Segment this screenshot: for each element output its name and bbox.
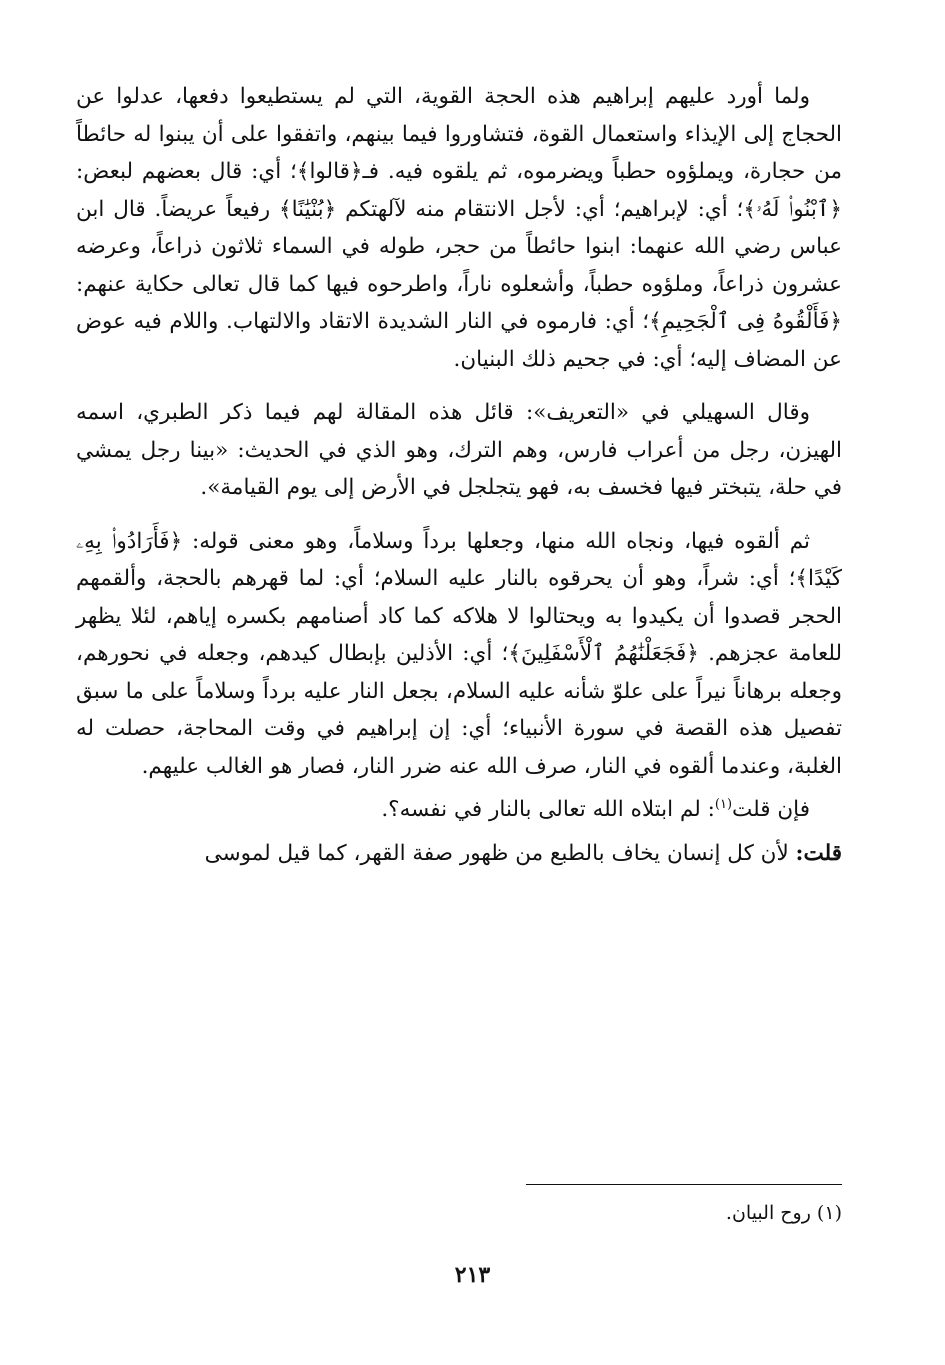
paragraph-3: ثم ألقوه فيها، ونجاه الله منها، وجعلها برداً وسلاماً، وهو معنى قوله: ﴿فَأَرَادُوا۟ بِهِۦ كَيْدًا﴾؛ أي: شراً، وهو أن يحرقوه بالنار عليه السلام؛ أي: لما قهرهم بالحجة، وألقمهم الحجر قصدوا أن يكيدوا به ويحتالوا لا هلاكه كما كاد أصنامهم بكسره إياهم، لئلا يظهر للعامة عجزهم. ﴿فَجَعَلْنَٰهُمُ ٱلْأَسْفَلِينَ﴾؛ أي: الأذلين بإبطال كيدهم، وجعله في نحورهم، وجعله برهاناً نيراً على علوّ شأنه عليه السلام، بجعل النار عليه برداً وسلاماً على ما سبق تفصيل هذه القصة في سورة الأنبياء؛ أي: إن إبراهيم في وقت المحاجة، حصلت له الغلبة، وعندما ألقوه في النار، صرف الله عنه ضرر النار، فصار هو الغالب عليهم. [76,528,842,779]
question-paragraph [76,791,842,829]
footnote-marker[interactable]: (١) [714,796,733,812]
answer-paragraph [76,835,842,873]
page-number: ٢١٣ [454,1262,491,1288]
question-lead: فإن قلت [732,797,810,822]
question-text: : لم ابتلاه الله تعالى بالنار في نفسه؟. [381,797,715,822]
footnote: (١) روح البيان. [725,1202,842,1224]
answer-lead: قلت: [795,840,842,866]
answer-text: لأن كل إنسان يخاف بالطبع من ظهور صفة القهر، كما قيل لموسى [204,840,796,866]
page-body [76,78,842,872]
paragraph-1: ولما أورد عليهم إبراهيم هذه الحجة القوية، التي لم يستطيعوا دفعها، عدلوا عن الحجاج إلى الإيذاء واستعمال القوة، فتشاوروا فيما بينهم، واتفقوا على أن يبنوا له حائطاً من حجارة، ويملؤوه حطباً ويضرموه، ثم يلقوه فيه. فـ﴿قالوا﴾؛ أي: قال بعضهم لبعض: ﴿ٱبْنُوا۟ لَهُۥ﴾؛ أي: لإبراهيم؛ أي: لأجل الانتقام منه لآلهتكم ﴿بُنْيَٰنًا﴾ رفيعاً عريضاً. قال ابن عباس رضي الله عنهما: ابنوا حائطاً من حجر، طوله في السماء ثلاثون ذراعاً، وعرضه عشرون ذراعاً، وملؤوه حطباً، وأشعلوه ناراً، واطرحوه فيها كما قال تعالى حكاية عنهم: ﴿فَأَلْقُوهُ فِى ٱلْجَحِيمِ﴾؛ أي: فارموه في النار الشديدة الاتقاد والالتهاب. واللام فيه عوض عن المضاف إليه؛ أي: في جحيم ذلك البنيان. [76,84,842,372]
paragraph-2: وقال السهيلي في «التعريف»: قائل هذه المقالة لهم فيما ذكر الطبري، اسمه الهيزن، رجل من أعراب فارس، وهم الترك، وهو الذي في الحديث: «بينا رجل يمشي في حلة، يتبختر فيها فخسف به، فهو يتجلجل في الأرض إلى يوم القيامة». [76,400,842,500]
footnote-divider [526,1184,842,1185]
